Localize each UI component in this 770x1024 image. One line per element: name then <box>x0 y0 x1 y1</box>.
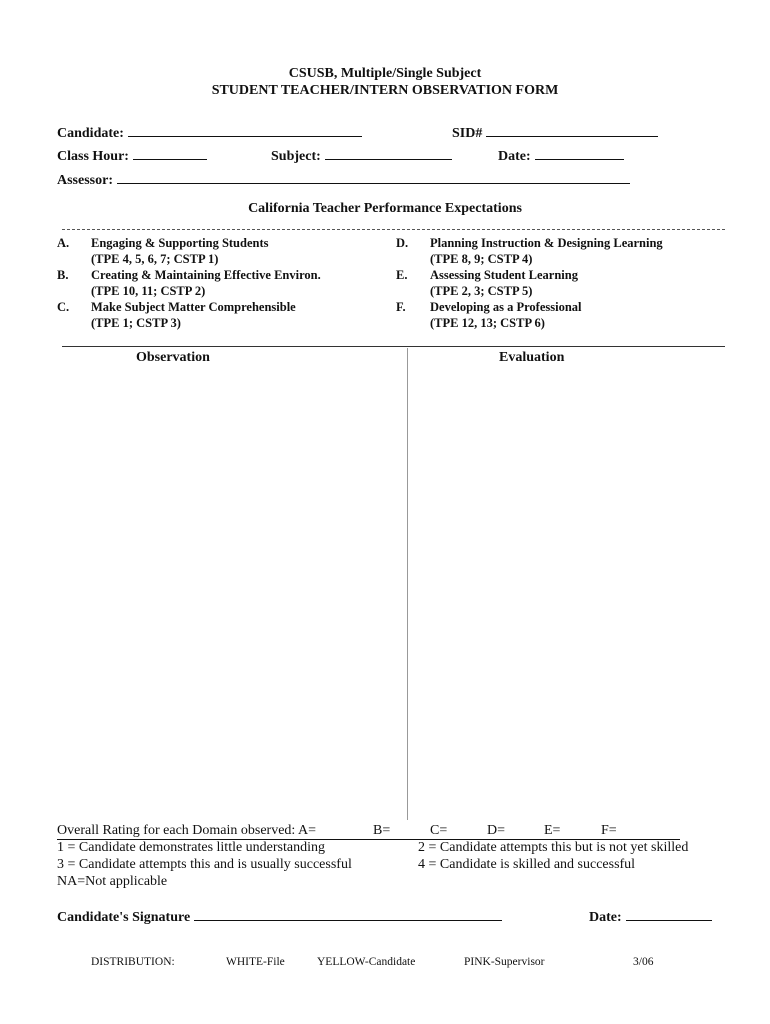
scale-2: 2 = Candidate attempts this but is not yet skilled <box>418 840 689 855</box>
footer-pink: PINK-Supervisor <box>464 956 545 968</box>
subject-field <box>271 147 452 165</box>
rating-f: F= <box>601 823 617 838</box>
evaluation-heading: Evaluation <box>499 350 565 365</box>
candidate-field <box>57 124 362 142</box>
tpe-item-d-name: Planning Instruction & Designing Learning <box>430 236 663 250</box>
tpe-item-f-codes: (TPE 12, 13; CSTP 6) <box>430 316 545 330</box>
class-hour-line[interactable] <box>133 147 207 160</box>
subject-line[interactable] <box>325 147 452 160</box>
tpe-item-e-codes: (TPE 2, 3; CSTP 5) <box>430 284 533 298</box>
footer-yellow: YELLOW-Candidate <box>317 956 416 968</box>
signature-date-field <box>589 908 712 926</box>
signature-label: Candidate's Signature <box>57 910 191 925</box>
rating-d: D= <box>487 823 506 838</box>
tpe-item-b-letter: B. <box>57 268 69 282</box>
subject-label: Subject: <box>271 149 321 164</box>
tpe-item-c-codes: (TPE 1; CSTP 3) <box>91 316 181 330</box>
scale-3: 3 = Candidate attempts this and is usually successful <box>57 857 352 872</box>
tpe-item-b-codes: (TPE 10, 11; CSTP 2) <box>91 284 206 298</box>
assessor-label: Assessor: <box>57 173 113 188</box>
sid-field <box>452 124 658 142</box>
assessor-line[interactable] <box>117 171 630 184</box>
tpe-item-a-name: Engaging & Supporting Students <box>91 236 269 250</box>
signature-date-label: Date: <box>589 910 622 925</box>
tpe-top-rule <box>62 229 725 230</box>
footer-version: 3/06 <box>633 956 654 968</box>
footer-distribution: DISTRIBUTION: <box>91 956 175 968</box>
tpe-item-e-letter: E. <box>396 268 408 282</box>
sid-line[interactable] <box>486 124 658 137</box>
tpe-item-b-name: Creating & Maintaining Effective Environ. <box>91 268 321 282</box>
candidate-label: Candidate: <box>57 126 124 141</box>
tpe-item-f-name: Developing as a Professional <box>430 300 582 314</box>
tpe-item-d-letter: D. <box>396 236 409 250</box>
tpe-item-c-letter: C. <box>57 300 70 314</box>
footer-white: WHITE-File <box>226 956 285 968</box>
signature-line[interactable] <box>194 908 502 921</box>
form-title-line2: STUDENT TEACHER/INTERN OBSERVATION FORM <box>211 83 559 98</box>
scale-1: 1 = Candidate demonstrates little understanding <box>57 840 326 855</box>
tpe-item-e-name: Assessing Student Learning <box>430 268 578 282</box>
scale-4: 4 = Candidate is skilled and successful <box>418 857 636 872</box>
signature-date-line[interactable] <box>626 908 712 921</box>
candidate-line[interactable] <box>128 124 362 137</box>
assessor-field <box>57 171 630 189</box>
rating-label-a: Overall Rating for each Domain observed: A= <box>57 823 317 838</box>
rating-b: B= <box>373 823 391 838</box>
evaluation-area[interactable] <box>412 372 724 817</box>
tpe-bottom-rule <box>62 346 725 347</box>
rating-e: E= <box>544 823 561 838</box>
tpe-item-f-letter: F. <box>396 300 406 314</box>
rating-c: C= <box>430 823 448 838</box>
sid-label: SID# <box>452 126 483 141</box>
tpe-title: California Teacher Performance Expectations <box>248 201 522 216</box>
signature-field <box>57 908 502 926</box>
date-label: Date: <box>498 149 531 164</box>
tpe-item-c-name: Make Subject Matter Comprehensible <box>91 300 296 314</box>
tpe-item-a-codes: (TPE 4, 5, 6, 7; CSTP 1) <box>91 252 219 266</box>
tpe-item-a-letter: A. <box>57 236 70 250</box>
form-title-line1: CSUSB, Multiple/Single Subject <box>288 66 482 81</box>
date-line[interactable] <box>535 147 624 160</box>
column-divider <box>407 348 408 820</box>
observation-area[interactable] <box>62 372 402 817</box>
tpe-item-d-codes: (TPE 8, 9; CSTP 4) <box>430 252 533 266</box>
date-field <box>498 147 624 165</box>
class-hour-field <box>57 147 207 165</box>
observation-heading: Observation <box>136 350 210 365</box>
scale-na: NA=Not applicable <box>57 874 168 889</box>
class-hour-label: Class Hour: <box>57 149 129 164</box>
